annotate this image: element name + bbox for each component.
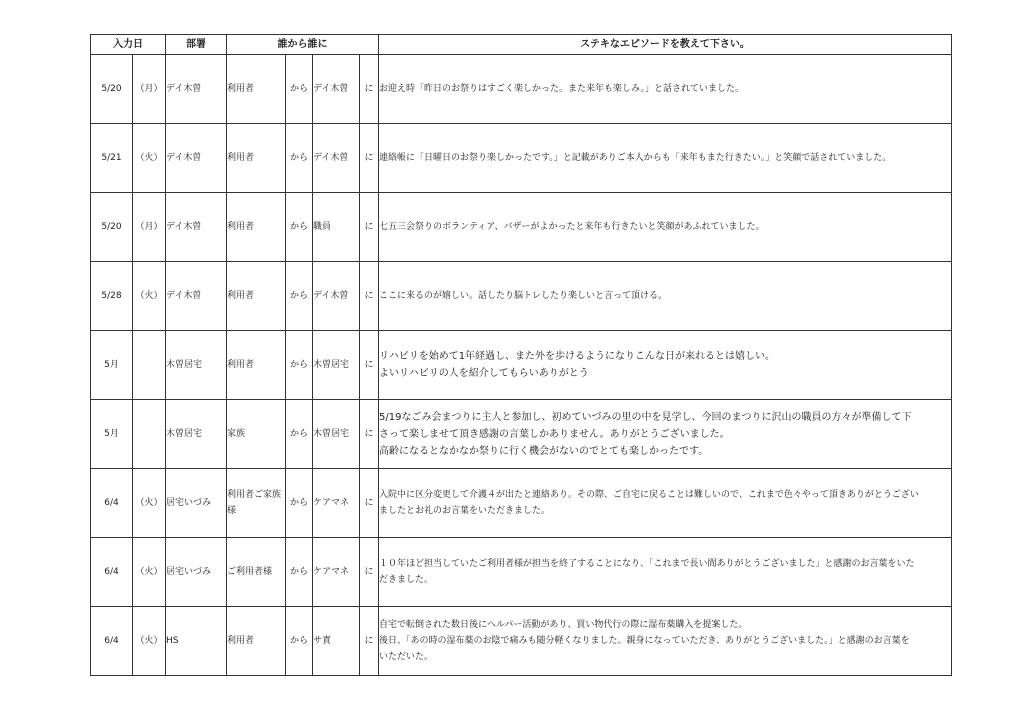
to-cell: 木曽居宅 — [313, 331, 360, 400]
episode-cell — [379, 607, 952, 676]
from-particle-cell: から — [286, 607, 313, 676]
episode-line: さって楽しませて頂き感謝の言葉しかありません。ありがとうございました。 — [379, 428, 730, 440]
episode-line: 高齢になるとなかなか祭りに行く機会がないのでとても楽しかったです。 — [379, 445, 709, 457]
date-cell: 6/4 — [91, 469, 133, 538]
table-row — [91, 538, 952, 607]
from-cell: 利用者 — [227, 262, 286, 331]
table-row — [91, 400, 952, 469]
episode-table — [90, 34, 952, 676]
episode-cell — [379, 538, 952, 607]
date-cell: 6/4 — [91, 538, 133, 607]
from-cell: ご利用者様 — [227, 538, 286, 607]
from-cell: 利用者 — [227, 607, 286, 676]
from-particle-cell: から — [286, 193, 313, 262]
episode-line: お迎え時「昨日のお祭りはすごく楽しかった。また来年も楽しみ。」と話されていました。 — [379, 84, 745, 94]
weekday-cell: （火） — [133, 262, 166, 331]
department-cell: HS — [166, 607, 227, 676]
date-cell: 5/28 — [91, 262, 133, 331]
episode-cell — [379, 469, 952, 538]
department-cell: デイ木曽 — [166, 124, 227, 193]
episode-line: 入院中に区分変更して介護４が出たと連絡あり。その際、ご自宅に戻ることは難しいので、これまで色々やって頂きありがとうござい — [379, 490, 919, 500]
weekday-cell: （火） — [133, 124, 166, 193]
to-particle-cell: に — [360, 262, 379, 331]
episode-line: ましたとお礼のお言葉をいただきました。 — [379, 506, 551, 516]
episode-line: よいリハビリの人を紹介してもらいありがとう — [379, 368, 589, 379]
header-date: 入力日 — [91, 35, 166, 55]
table-row — [91, 55, 952, 124]
weekday-cell: （月） — [133, 55, 166, 124]
to-particle-cell: に — [360, 538, 379, 607]
table-row — [91, 124, 952, 193]
episode-cell — [379, 193, 952, 262]
from-particle-cell: から — [286, 538, 313, 607]
from-particle-cell: から — [286, 469, 313, 538]
to-cell: デイ木曽 — [313, 262, 360, 331]
from-particle-cell: から — [286, 331, 313, 400]
episode-line: 連絡帳に「日曜日のお祭り楽しかったです。」と記載がありご本人からも「来年もまた行きたい。」と笑顔で話されていました。 — [379, 153, 892, 163]
header-dept: 部署 — [166, 35, 227, 55]
to-cell: 木曽居宅 — [313, 400, 360, 469]
date-cell: 5月 — [91, 400, 133, 469]
table-row — [91, 607, 952, 676]
weekday-cell: （月） — [133, 193, 166, 262]
header-row — [91, 35, 952, 55]
date-cell: 5月 — [91, 331, 133, 400]
weekday-cell — [133, 400, 166, 469]
episode-line: 後日、「あの時の湿布薬のお陰で痛みも随分軽くなりました。親身になっていただき、ありがとうございました。」と感謝のお言葉を — [379, 636, 910, 646]
to-particle-cell: に — [360, 400, 379, 469]
to-cell: サ責 — [313, 607, 360, 676]
episode-line: いただいた。 — [379, 652, 434, 662]
to-particle-cell: に — [360, 469, 379, 538]
episode-line: 七五三会祭りのボランティア、バザーがよかったと来年も行きたいと笑顔があふれていました。 — [379, 222, 765, 232]
weekday-cell: （火） — [133, 469, 166, 538]
department-cell: 居宅いづみ — [166, 469, 227, 538]
to-cell: ケアマネ — [313, 538, 360, 607]
from-particle-cell: から — [286, 400, 313, 469]
table-row — [91, 193, 952, 262]
episode-line: リハビリを始めて1年経過し、また外を歩けるようになりこんな日が来れるとは嬉しい。 — [379, 351, 776, 362]
date-cell: 5/20 — [91, 55, 133, 124]
department-cell: 居宅いづみ — [166, 538, 227, 607]
from-cell: 利用者 — [227, 124, 286, 193]
from-cell: 家族 — [227, 400, 286, 469]
to-particle-cell: に — [360, 331, 379, 400]
table-row — [91, 262, 952, 331]
from-particle-cell: から — [286, 124, 313, 193]
from-cell: 利用者ご家族様 — [227, 469, 286, 538]
from-particle-cell: から — [286, 55, 313, 124]
episode-line: ここに来るのが嬉しい。話したり脳トレしたり楽しいと言って頂ける。 — [379, 291, 668, 301]
header-episode: ステキなエピソードを教えて下さい。 — [379, 35, 952, 55]
episode-cell — [379, 400, 952, 469]
to-particle-cell: に — [360, 193, 379, 262]
to-cell: ケアマネ — [313, 469, 360, 538]
episode-cell — [379, 55, 952, 124]
from-cell: 利用者 — [227, 331, 286, 400]
from-particle-cell: から — [286, 262, 313, 331]
weekday-cell — [133, 331, 166, 400]
department-cell: 木曽居宅 — [166, 400, 227, 469]
department-cell: 木曽居宅 — [166, 331, 227, 400]
table-body — [91, 55, 952, 676]
table-row — [91, 331, 952, 400]
department-cell: デイ木曽 — [166, 193, 227, 262]
episode-line: １０年ほど担当していたご利用者様が担当を終了することになり、「これまで長い間ありがとうございました」と感謝のお言葉をいた — [379, 559, 915, 569]
to-particle-cell: に — [360, 55, 379, 124]
to-cell: デイ木曽 — [313, 55, 360, 124]
table-row — [91, 469, 952, 538]
to-particle-cell: に — [360, 607, 379, 676]
weekday-cell: （火） — [133, 607, 166, 676]
episode-line: 5/19なごみ会まつりに主人と参加し、初めていづみの里の中を見学し、今回のまつりに沢山の職員の方々が準備して下 — [379, 411, 912, 423]
from-cell: 利用者 — [227, 55, 286, 124]
date-cell: 6/4 — [91, 607, 133, 676]
episode-cell — [379, 331, 952, 400]
weekday-cell: （火） — [133, 538, 166, 607]
header-who: 誰から誰に — [227, 35, 379, 55]
department-cell: デイ木曽 — [166, 55, 227, 124]
to-cell: デイ木曽 — [313, 124, 360, 193]
episode-line: だきました。 — [379, 575, 434, 585]
to-cell: 職員 — [313, 193, 360, 262]
date-cell: 5/20 — [91, 193, 133, 262]
from-cell: 利用者 — [227, 193, 286, 262]
department-cell: デイ木曽 — [166, 262, 227, 331]
episode-cell — [379, 124, 952, 193]
episode-cell — [379, 262, 952, 331]
date-cell: 5/21 — [91, 124, 133, 193]
to-particle-cell: に — [360, 124, 379, 193]
episode-line: 自宅で転倒された数日後にヘルパー活動があり、買い物代行の際に湿布薬購入を提案した。 — [379, 620, 748, 630]
